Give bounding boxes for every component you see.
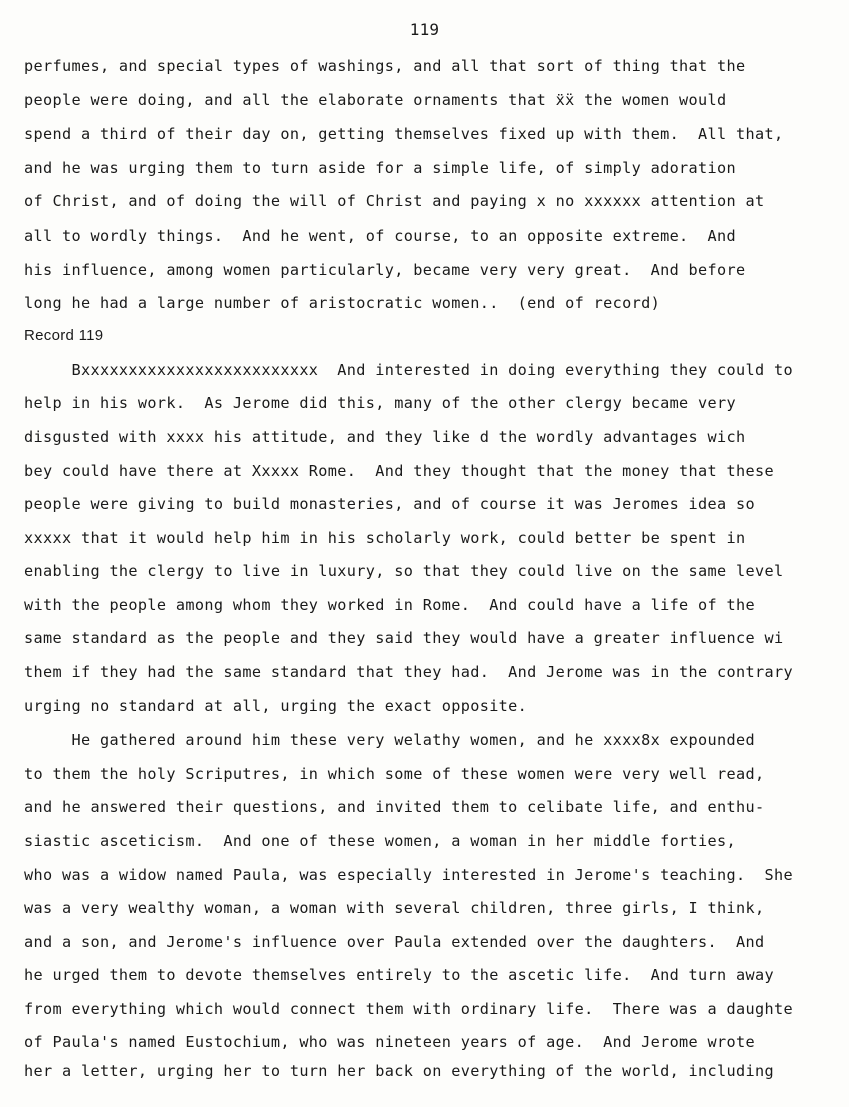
text-line: bey could have there at Xxxxx Rome. And they thought that the money that these xyxy=(24,462,774,480)
text-line: with the people among whom they worked in Rome. And could have a life of the xyxy=(24,596,756,614)
text-line: urging no standard at all, urging the exact opposite. xyxy=(24,697,528,715)
text-line: from everything which would connect them with ordinary life. There was a daughte xyxy=(24,1000,793,1018)
text-line: to them the holy Scriputres, in which some of these women were very well read, xyxy=(24,765,765,783)
text-line: people were doing, and all the elaborate ornaments that ẍ̈x the women would xyxy=(24,91,727,109)
text-line: his influence, among women particularly, became very very great. And before xyxy=(24,261,746,279)
text-line: xxxxx that it would help him in his scholarly work, could better be spent in xyxy=(24,529,746,547)
text-line: Bxxxxxxxxxxxxxxxxxxxxxxxxx And interested in doing everything they could to xyxy=(24,361,793,379)
text-line: same standard as the people and they said they would have a greater influence wi xyxy=(24,629,784,647)
text-line: He gathered around him these very welathy women, and he xxxx8x expounded xyxy=(24,731,756,749)
text-line: of Paula's named Eustochium, who was nineteen years of age. And Jerome wrote xyxy=(24,1033,756,1051)
text-line: of Christ, and of doing the will of Christ and paying x no xxxxxx attention at xyxy=(24,192,765,210)
text-line: siastic asceticism. And one of these women, a woman in her middle forties, xyxy=(24,832,737,850)
text-line: help in his work. As Jerome did this, many of the other clergy became very xyxy=(24,394,737,412)
text-line: who was a widow named Paula, was especially interested in Jerome's teaching. She xyxy=(24,866,793,884)
text-line: he urged them to devote themselves entirely to the ascetic life. And turn away xyxy=(24,966,774,984)
text-line: and a son, and Jerome's influence over Paula extended over the daughters. And xyxy=(24,933,765,951)
text-line: and he answered their questions, and invited them to celibate life, and enthu- xyxy=(24,798,765,816)
text-line: all to wordly things. And he went, of course, to an opposite extreme. And xyxy=(24,227,737,245)
text-line: them if they had the same standard that they had. And Jerome was in the contrary xyxy=(24,663,793,681)
text-line: people were giving to build monasteries, and of course it was Jeromes idea so xyxy=(24,495,756,513)
text-line: spend a third of their day on, getting themselves fixed up with them. All that, xyxy=(24,125,784,143)
record-heading: Record 119 xyxy=(24,327,104,344)
text-line: disgusted with xxxx his attitude, and they like d the wordly advantages wich xyxy=(24,428,746,446)
text-line: and he was urging them to turn aside for a simple life, of simply adoration xyxy=(24,159,737,177)
text-line: long he had a large number of aristocratic women.. (end of record) xyxy=(24,294,661,312)
text-line: perfumes, and special types of washings, and all that sort of thing that the xyxy=(24,57,746,75)
text-line: her a letter, urging her to turn her back on everything of the world, including xyxy=(24,1062,774,1080)
text-line: was a very wealthy woman, a woman with several children, three girls, I think, xyxy=(24,899,765,917)
page-number: 119 xyxy=(409,20,440,39)
text-line: enabling the clergy to live in luxury, so that they could live on the same level xyxy=(24,562,784,580)
